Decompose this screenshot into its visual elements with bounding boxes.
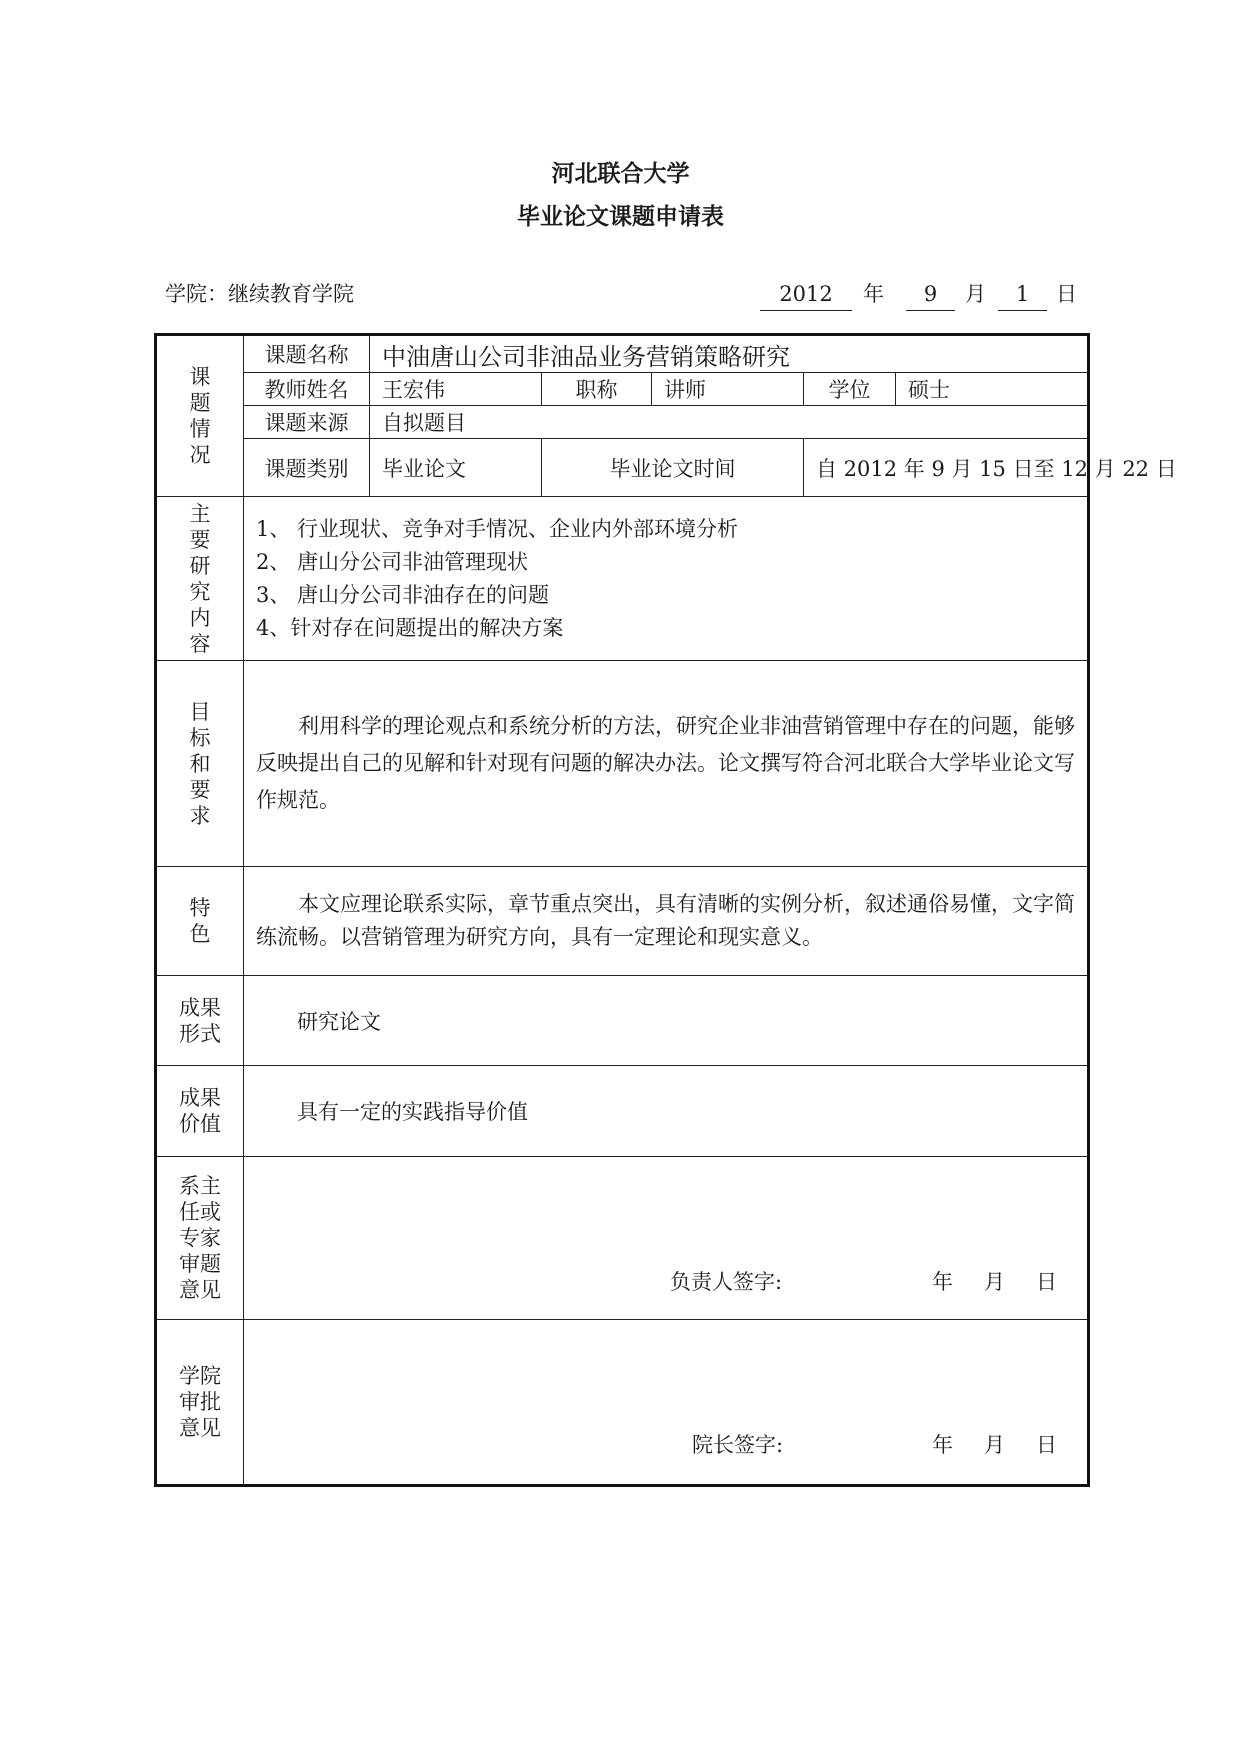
- teacher-name-value: 王宏伟: [370, 373, 542, 406]
- college-approval-opinion: [244, 1320, 1089, 1486]
- result-value-label: 成果 价值: [156, 1066, 244, 1157]
- date-day-unit: 日: [1056, 282, 1077, 306]
- research-section-label: 主 要 研 究 内 容: [156, 497, 244, 661]
- features-text: 本文应理论联系实际，章节重点突出，具有清晰的实例分析，叙述通俗易懂，文字简练流畅。以营销管理为研究方向，具有一定理论和现实意义。: [244, 867, 1089, 976]
- features-section-label: 特 色: [156, 867, 244, 976]
- list-item: 2、 唐山分公司非油管理现状: [256, 549, 529, 574]
- result-value-text: 具有一定的实践指导价值: [244, 1066, 1089, 1157]
- topic-name-value: 中油唐山公司非油品业务营销策略研究: [370, 335, 1089, 373]
- topic-type-value: 毕业论文: [370, 439, 542, 497]
- dept-review-label: 系主 任或 专家 审题 意见: [156, 1157, 244, 1320]
- teacher-degree-label: 学位: [804, 373, 896, 406]
- dept-review-row: [156, 1157, 1089, 1320]
- form-title: 毕业论文课题申请表: [517, 204, 724, 230]
- result-value-row: [156, 1066, 1089, 1157]
- topic-name-row: [156, 335, 1089, 373]
- college-year-unit: 年: [932, 1433, 953, 1457]
- university-name: 河北联合大学: [551, 161, 690, 187]
- result-form-label: 成果 形式: [156, 976, 244, 1066]
- dean-signature-label: 院长签字:: [692, 1433, 784, 1457]
- teacher-title-label: 职称: [542, 373, 652, 406]
- thesis-time-value: 自 2012 年 9 月 15 日至 12 月 22 日: [804, 439, 1089, 497]
- date-month-unit: 月: [965, 282, 986, 306]
- goals-section-label: 目 标 和 要 求: [156, 661, 244, 867]
- topic-source-label: 课题来源: [244, 406, 370, 439]
- topic-type-label: 课题类别: [244, 439, 370, 497]
- topic-source-value: 自拟题目: [370, 406, 1089, 439]
- research-content-list: [244, 497, 1089, 661]
- list-item: 1、 行业现状、竞争对手情况、企业内外部环境分析: [256, 516, 739, 541]
- application-form-table: [154, 333, 1177, 1487]
- teacher-name-label: 教师姓名: [244, 373, 370, 406]
- thesis-time-label: 毕业论文时间: [542, 439, 804, 497]
- list-item: 3、 唐山分公司非油存在的问题: [256, 582, 550, 607]
- college-month-unit: 月: [984, 1433, 1005, 1457]
- goals-text: 利用科学的理论观点和系统分析的方法，研究企业非油营销管理中存在的问题，能够反映提出自己的见解和针对现有问题的解决办法。论文撰写符合河北联合大学毕业论文写作规范。: [244, 661, 1089, 867]
- topic-info-section-label: 课 题 情 况: [156, 335, 244, 497]
- research-content-row: [156, 497, 1089, 661]
- teacher-degree-value: 硕士: [896, 373, 1089, 406]
- college-day-unit: 日: [1036, 1433, 1057, 1457]
- college-approval-row: [156, 1320, 1089, 1486]
- list-item: 4、针对存在问题提出的解决方案: [256, 615, 564, 640]
- dept-day-unit: 日: [1036, 1270, 1057, 1294]
- topic-name-label: 课题名称: [244, 335, 370, 373]
- features-row: [156, 867, 1089, 976]
- date-year-value: 2012: [760, 278, 852, 311]
- result-form-value: 研究论文: [244, 976, 1089, 1066]
- dept-month-unit: 月: [984, 1270, 1005, 1294]
- goals-row: [156, 661, 1089, 867]
- college-field: 学院：继续教育学院: [165, 282, 354, 306]
- date-year-unit: 年: [863, 282, 884, 306]
- date-day-value: 1: [998, 278, 1047, 311]
- result-form-row: [156, 976, 1089, 1066]
- teacher-title-value: 讲师: [652, 373, 804, 406]
- dept-signature-label: 负责人签字:: [670, 1270, 783, 1294]
- dept-year-unit: 年: [932, 1270, 953, 1294]
- date-month-value: 9: [906, 278, 955, 311]
- teacher-row: [156, 373, 1089, 406]
- application-date: [760, 278, 1083, 312]
- college-approval-label: 学院 审批 意见: [156, 1320, 244, 1486]
- topic-type-row: [156, 439, 1089, 497]
- topic-source-row: [156, 406, 1089, 439]
- dept-review-opinion: [244, 1157, 1089, 1320]
